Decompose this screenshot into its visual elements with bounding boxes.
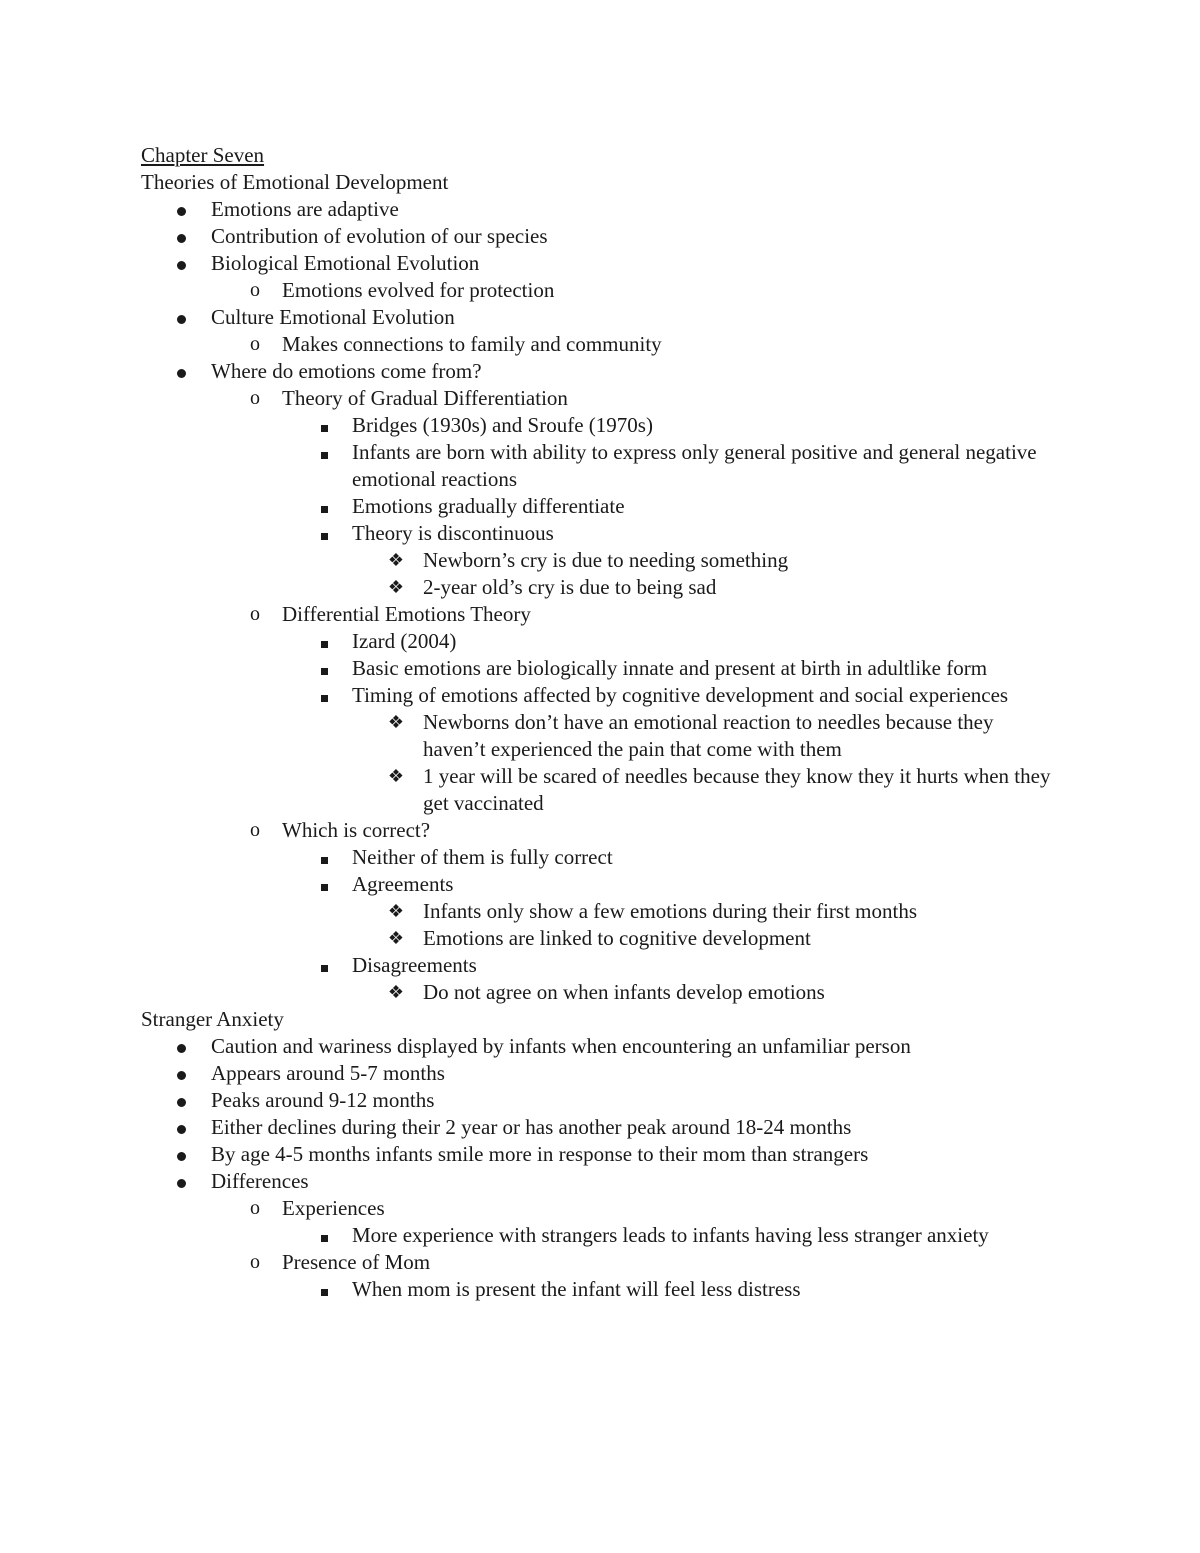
list-item: More experience with strangers leads to infants having less stranger anxiety — [141, 1222, 1061, 1249]
square-marker — [313, 520, 335, 547]
list-item: ❖ 2-year old’s cry is due to being sad — [141, 574, 1061, 601]
list-item: Neither of them is fully correct — [141, 844, 1061, 871]
list-item: o Which is correct? — [141, 817, 1061, 844]
list-item: ❖ Do not agree on when infants develop emotions — [141, 979, 1061, 1006]
list-item: Differences — [141, 1168, 1061, 1195]
list-item: Theory is discontinuous — [141, 520, 1061, 547]
list-item: ❖ 1 year will be scared of needles because they know they it hurts when they get vaccinated — [141, 763, 1061, 817]
list-item: Basic emotions are biologically innate and present at birth in adultlike form — [141, 655, 1061, 682]
bullet-marker — [171, 1087, 191, 1114]
list-item: o Makes connections to family and community — [141, 331, 1061, 358]
bullet-marker — [171, 1033, 191, 1060]
square-marker — [313, 1222, 335, 1249]
list-item: Disagreements — [141, 952, 1061, 979]
diamond-marker: ❖ — [387, 712, 405, 732]
square-marker — [313, 655, 335, 682]
circle-marker: o — [250, 603, 260, 625]
diamond-marker: ❖ — [387, 766, 405, 786]
circle-marker: o — [250, 333, 260, 355]
list-item: Emotions are adaptive — [141, 196, 1061, 223]
list-item: Appears around 5-7 months — [141, 1060, 1061, 1087]
square-marker — [313, 412, 335, 439]
list-item: Peaks around 9-12 months — [141, 1087, 1061, 1114]
document-body — [141, 142, 1061, 1303]
square-marker — [313, 844, 335, 871]
chapter-title: Chapter Seven — [141, 143, 265, 167]
circle-marker: o — [250, 279, 260, 301]
section-title-theories: Theories of Emotional Development — [141, 170, 449, 194]
bullet-marker — [171, 1168, 191, 1195]
list-item: ❖ Infants only show a few emotions during their first months — [141, 898, 1061, 925]
square-marker — [313, 682, 335, 709]
circle-marker: o — [250, 1197, 260, 1219]
list-item: o Emotions evolved for protection — [141, 277, 1061, 304]
list-item: Infants are born with ability to express only general positive and general negative emotional reactions — [141, 439, 1061, 493]
circle-marker: o — [250, 819, 260, 841]
bullet-marker — [171, 304, 191, 331]
bullet-marker — [171, 1060, 191, 1087]
list-item: o Experiences — [141, 1195, 1061, 1222]
diamond-marker: ❖ — [387, 982, 405, 1002]
list-item: By age 4-5 months infants smile more in response to their mom than strangers — [141, 1141, 1061, 1168]
square-marker — [313, 439, 335, 466]
square-marker — [313, 1276, 335, 1303]
list-item: Either declines during their 2 year or has another peak around 18-24 months — [141, 1114, 1061, 1141]
bullet-marker — [171, 250, 191, 277]
list-item: o Presence of Mom — [141, 1249, 1061, 1276]
list-item: Emotions gradually differentiate — [141, 493, 1061, 520]
list-item: Caution and wariness displayed by infants when encountering an unfamiliar person — [141, 1033, 1061, 1060]
list-item: Where do emotions come from? — [141, 358, 1061, 385]
list-item: ❖ Emotions are linked to cognitive development — [141, 925, 1061, 952]
bullet-marker — [171, 1141, 191, 1168]
square-marker — [313, 628, 335, 655]
list-item: Timing of emotions affected by cognitive development and social experiences — [141, 682, 1061, 709]
list-item: When mom is present the infant will feel less distress — [141, 1276, 1061, 1303]
bullet-marker — [171, 223, 191, 250]
list-item: Biological Emotional Evolution — [141, 250, 1061, 277]
list-item: o Differential Emotions Theory — [141, 601, 1061, 628]
list-item: o Theory of Gradual Differentiation — [141, 385, 1061, 412]
diamond-marker: ❖ — [387, 928, 405, 948]
list-item: Culture Emotional Evolution — [141, 304, 1061, 331]
diamond-marker: ❖ — [387, 901, 405, 921]
bullet-marker — [171, 1114, 191, 1141]
circle-marker: o — [250, 1251, 260, 1273]
list-item: Izard (2004) — [141, 628, 1061, 655]
diamond-marker: ❖ — [387, 577, 405, 597]
square-marker — [313, 871, 335, 898]
list-item: ❖ Newborn’s cry is due to needing something — [141, 547, 1061, 574]
section-title-stranger-anxiety: Stranger Anxiety — [141, 1007, 284, 1031]
square-marker — [313, 952, 335, 979]
diamond-marker: ❖ — [387, 550, 405, 570]
list-item: Bridges (1930s) and Sroufe (1970s) — [141, 412, 1061, 439]
list-item: Contribution of evolution of our species — [141, 223, 1061, 250]
bullet-marker — [171, 358, 191, 385]
square-marker — [313, 493, 335, 520]
bullet-marker — [171, 196, 191, 223]
list-item: ❖ Newborns don’t have an emotional reaction to needles because they haven’t experienced the pain that come with them — [141, 709, 1061, 763]
circle-marker: o — [250, 387, 260, 409]
list-item: Agreements — [141, 871, 1061, 898]
